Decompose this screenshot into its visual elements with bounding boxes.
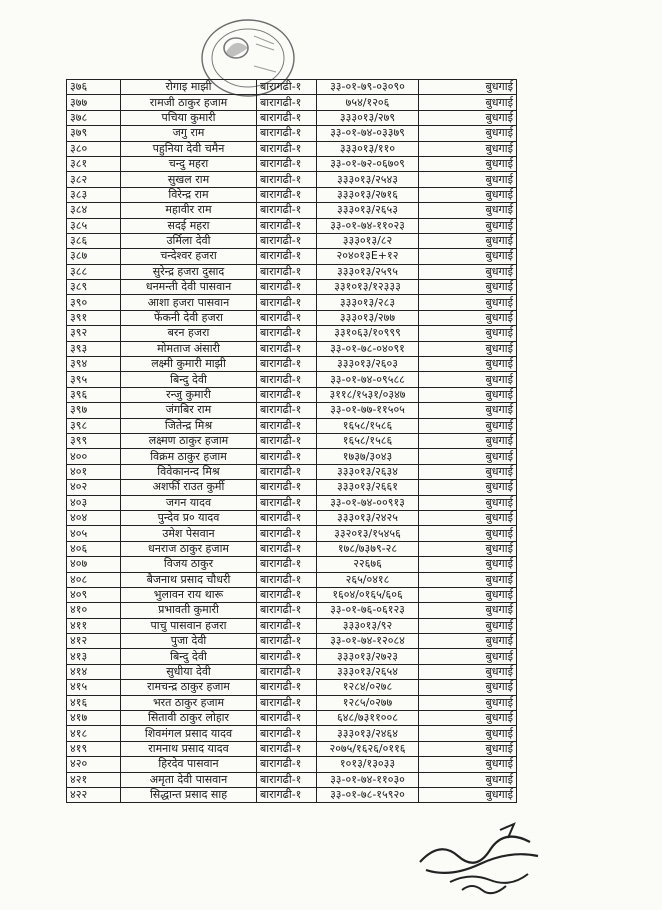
address-cell: बारागढी-१ [257,310,317,325]
address-cell: बारागढी-१ [257,480,317,495]
id-number-cell: ३३-०१-७९-०३०९० [317,80,419,95]
place-cell: बुधगाई [419,95,517,110]
table-row [67,126,517,141]
place-cell: बुधगाई [419,280,517,295]
id-number-cell: ३३-०१-७४-१२०८४ [317,634,419,649]
address-cell: बारागढी-१ [257,264,317,279]
name-cell: आशा हजरा पासवान [121,295,257,310]
place-cell: बुधगाई [419,618,517,633]
place-cell: बुधगाई [419,403,517,418]
serial-cell: ३८५ [67,218,121,233]
name-cell: धनमन्ती देवी पासवान [121,280,257,295]
name-cell: पुजा देवी [121,634,257,649]
place-cell: बुधगाई [419,218,517,233]
id-number-cell: ३३२०१३/१५४५६ [317,526,419,541]
name-cell: रामनाथ प्रसाद यादव [121,741,257,756]
id-number-cell: ३३३०१३/२७७ [317,310,419,325]
id-number-cell: १६५८/१५८६ [317,433,419,448]
table-row [67,433,517,448]
table-row [67,464,517,479]
table-row [67,772,517,787]
table-row [67,557,517,572]
place-cell: बुधगाई [419,141,517,156]
table-row [67,203,517,218]
address-cell: बारागढी-१ [257,634,317,649]
name-cell: भरत ठाकुर हजाम [121,695,257,710]
place-cell: बुधगाई [419,572,517,587]
id-number-cell: ३३३०१३/२७९ [317,110,419,125]
address-cell: बारागढी-१ [257,557,317,572]
id-number-cell: २६५/०४१८ [317,572,419,587]
serial-cell: ४१६ [67,695,121,710]
serial-cell: ४०० [67,449,121,464]
serial-cell: ४१० [67,603,121,618]
address-cell: बारागढी-१ [257,572,317,587]
place-cell: बुधगाई [419,326,517,341]
place-cell: बुधगाई [419,203,517,218]
address-cell: बारागढी-१ [257,233,317,248]
table-row [67,526,517,541]
id-number-cell: ७५४/१२०६ [317,95,419,110]
id-number-cell: २२६७६ [317,557,419,572]
place-cell: बुधगाई [419,772,517,787]
name-cell: हिरदेव पासवान [121,757,257,772]
place-cell: बुधगाई [419,295,517,310]
name-cell: पचिया कुमारी [121,110,257,125]
serial-cell: ३९४ [67,357,121,372]
address-cell: बारागढी-१ [257,587,317,602]
id-number-cell: ३३-०१-७२-०६७०९ [317,156,419,171]
address-cell: बारागढी-१ [257,603,317,618]
table-row [67,110,517,125]
address-cell: बारागढी-१ [257,403,317,418]
serial-cell: ३९५ [67,372,121,387]
serial-cell: ३८६ [67,233,121,248]
name-cell: उमेश पेसवान [121,526,257,541]
address-cell: बारागढी-१ [257,418,317,433]
address-cell: बारागढी-१ [257,618,317,633]
address-cell: बारागढी-१ [257,433,317,448]
name-cell: अमृता देवी पासवान [121,772,257,787]
name-cell: जगन यादव [121,495,257,510]
id-number-cell: ३३३०१३/२५९५ [317,264,419,279]
address-cell: बारागढी-१ [257,126,317,141]
name-cell: बरन हजरा [121,326,257,341]
table-row [67,280,517,295]
name-cell: विजय ठाकुर [121,557,257,572]
signature-image [410,820,550,900]
address-cell: बारागढी-१ [257,141,317,156]
id-number-cell: १७३७/३०४३ [317,449,419,464]
place-cell: बुधगाई [419,757,517,772]
name-cell: रन्जु कुमारी [121,387,257,402]
table-row [67,357,517,372]
address-cell: बारागढी-१ [257,372,317,387]
id-number-cell: १२८४/०२७८ [317,680,419,695]
serial-cell: ४०३ [67,495,121,510]
address-cell: बारागढी-१ [257,95,317,110]
table-row [67,418,517,433]
table-row [67,649,517,664]
serial-cell: ३७६ [67,80,121,95]
serial-cell: ४०४ [67,510,121,525]
table-row [67,295,517,310]
table-row [67,341,517,356]
address-cell: बारागढी-१ [257,757,317,772]
table-row [67,480,517,495]
serial-cell: ४०८ [67,572,121,587]
place-cell: बुधगाई [419,495,517,510]
table-body [67,80,517,803]
serial-cell: ४१५ [67,680,121,695]
address-cell: बारागढी-१ [257,541,317,556]
id-number-cell: ३३३०१३/२४२५ [317,510,419,525]
table-row [67,634,517,649]
id-number-cell: ३३३०१३/९२ [317,618,419,633]
name-cell: महावीर राम [121,203,257,218]
address-cell: बारागढी-१ [257,295,317,310]
name-cell: सुरेन्द्र हजरा दुसाद [121,264,257,279]
name-cell: शिवमंगल प्रसाद यादव [121,726,257,741]
place-cell: बुधगाई [419,587,517,602]
address-cell: बारागढी-१ [257,726,317,741]
serial-cell: ४११ [67,618,121,633]
place-cell: बुधगाई [419,156,517,171]
table-row [67,787,517,802]
place-cell: बुधगाई [419,649,517,664]
name-cell: जगु राम [121,126,257,141]
table-row [67,233,517,248]
place-cell: बुधगाई [419,480,517,495]
id-number-cell: ३३३०१३/२६५३ [317,203,419,218]
name-cell: विवेकानन्द मिश्र [121,464,257,479]
table-row [67,387,517,402]
place-cell: बुधगाई [419,541,517,556]
table-row [67,711,517,726]
address-cell: बारागढी-१ [257,218,317,233]
address-cell: बारागढी-१ [257,203,317,218]
place-cell: बुधगाई [419,264,517,279]
table-row [67,218,517,233]
name-cell: अशर्फी राउत कुर्मी [121,480,257,495]
address-cell: बारागढी-१ [257,510,317,525]
serial-cell: ४१२ [67,634,121,649]
id-number-cell: ३३३०१३/२५४३ [317,172,419,187]
name-cell: प्रभावती कुमारी [121,603,257,618]
serial-cell: ३८१ [67,156,121,171]
serial-cell: ४१८ [67,726,121,741]
name-cell: लक्ष्मण ठाकुर हजाम [121,433,257,448]
table-row [67,156,517,171]
serial-cell: ४२१ [67,772,121,787]
id-number-cell: ३३३०१३/२४६४ [317,726,419,741]
table-row [67,618,517,633]
serial-cell: ३७८ [67,110,121,125]
name-cell: बिन्दु देवी [121,372,257,387]
serial-cell: ३८८ [67,264,121,279]
serial-cell: ४०६ [67,541,121,556]
address-cell: बारागढी-१ [257,680,317,695]
id-number-cell: ३३३०१३/२७२३ [317,649,419,664]
serial-cell: ३९३ [67,341,121,356]
place-cell: बुधगाई [419,726,517,741]
serial-cell: ३८७ [67,249,121,264]
serial-cell: ४०१ [67,464,121,479]
place-cell: बुधगाई [419,80,517,95]
place-cell: बुधगाई [419,603,517,618]
address-cell: बारागढी-१ [257,156,317,171]
serial-cell: ३७९ [67,126,121,141]
id-number-cell: १६०४/०१६५/६०६ [317,587,419,602]
table-row [67,495,517,510]
table-row [67,757,517,772]
serial-cell: ४२० [67,757,121,772]
serial-cell: ३७७ [67,95,121,110]
id-number-cell: १६५८/१५८६ [317,418,419,433]
table-row [67,695,517,710]
address-cell: बारागढी-१ [257,787,317,802]
place-cell: बुधगाई [419,110,517,125]
name-cell: पाचु पासवान हजरा [121,618,257,633]
table-row [67,541,517,556]
name-cell: विरेन्द्र राम [121,187,257,202]
place-cell: बुधगाई [419,510,517,525]
name-cell: भुलावन राय थारू [121,587,257,602]
id-number-cell: ३३१०६३/१०९९९ [317,326,419,341]
id-number-cell: ३३३०१३/२६६१ [317,480,419,495]
name-cell: रामजी ठाकुर हजाम [121,95,257,110]
place-cell: बुधगाई [419,557,517,572]
place-cell: बुधगाई [419,695,517,710]
serial-cell: ४०२ [67,480,121,495]
table-row [67,264,517,279]
beneficiary-table [66,79,517,803]
id-number-cell: ३३-०१-७४-११०२३ [317,218,419,233]
id-number-cell: ३११८/१५३१/०३४७ [317,387,419,402]
place-cell: बुधगाई [419,664,517,679]
name-cell: जंगबिर राम [121,403,257,418]
serial-cell: ३९७ [67,403,121,418]
serial-cell: ३९० [67,295,121,310]
id-number-cell: २०४०१३E+१२ [317,249,419,264]
id-number-cell: १०१३/१३०३३ [317,757,419,772]
name-cell: पहुनिया देवी चमैन [121,141,257,156]
table-row [67,403,517,418]
id-number-cell: ३३३०१३/२७१६ [317,187,419,202]
serial-cell: ३९२ [67,326,121,341]
table-row [67,141,517,156]
name-cell: लक्ष्मी कुमारी माझी [121,357,257,372]
address-cell: बारागढी-१ [257,711,317,726]
address-cell: बारागढी-१ [257,80,317,95]
place-cell: बुधगाई [419,741,517,756]
place-cell: बुधगाई [419,526,517,541]
place-cell: बुधगाई [419,126,517,141]
name-cell: सदई महरा [121,218,257,233]
serial-cell: ४१४ [67,664,121,679]
table-row [67,249,517,264]
address-cell: बारागढी-१ [257,772,317,787]
table-row [67,80,517,95]
id-number-cell: ३३-०१-७६-०६१२३ [317,603,419,618]
address-cell: बारागढी-१ [257,495,317,510]
name-cell: बिन्दु देवी [121,649,257,664]
name-cell: सिद्धान्त प्रसाद साह [121,787,257,802]
serial-cell: ४१३ [67,649,121,664]
table-row [67,510,517,525]
address-cell: बारागढी-१ [257,449,317,464]
id-number-cell: ३३-०१-७४-०३३७९ [317,126,419,141]
address-cell: बारागढी-१ [257,249,317,264]
id-number-cell: २०७५/१६२६/०११६ [317,741,419,756]
name-cell: विक्रम ठाकुर हजाम [121,449,257,464]
place-cell: बुधगाई [419,187,517,202]
table-row [67,326,517,341]
address-cell: बारागढी-१ [257,280,317,295]
serial-cell: ४०७ [67,557,121,572]
place-cell: बुधगाई [419,449,517,464]
id-number-cell: १७८/७३७९-२८ [317,541,419,556]
place-cell: बुधगाई [419,233,517,248]
name-cell: रोगाइ माझी [121,80,257,95]
serial-cell: ४२२ [67,787,121,802]
id-number-cell: ३३-०१-७८-०४०९१ [317,341,419,356]
id-number-cell: ३३३०१३/२६३४ [317,464,419,479]
table-row [67,680,517,695]
place-cell: बुधगाई [419,341,517,356]
id-number-cell: ३३३०१३/२६०३ [317,357,419,372]
place-cell: बुधगाई [419,433,517,448]
id-number-cell: ३३-०१-७४-११०३० [317,772,419,787]
address-cell: बारागढी-१ [257,357,317,372]
table-row [67,726,517,741]
place-cell: बुधगाई [419,387,517,402]
address-cell: बारागढी-१ [257,741,317,756]
serial-cell: ३९६ [67,387,121,402]
place-cell: बुधगाई [419,310,517,325]
serial-cell: ३८४ [67,203,121,218]
address-cell: बारागढी-१ [257,387,317,402]
serial-cell: ३९९ [67,433,121,448]
address-cell: बारागढी-१ [257,649,317,664]
address-cell: बारागढी-१ [257,341,317,356]
serial-cell: ३९८ [67,418,121,433]
address-cell: बारागढी-१ [257,172,317,187]
table-row [67,449,517,464]
name-cell: चन्दु महरा [121,156,257,171]
name-cell: सुधीया देवी [121,664,257,679]
serial-cell: ४०९ [67,587,121,602]
id-number-cell: ३३-०१-७४-००९१३ [317,495,419,510]
id-number-cell: ३३३०१३/८२ [317,233,419,248]
name-cell: मोमताज अंसारी [121,341,257,356]
serial-cell: ४१९ [67,741,121,756]
id-number-cell: ३३१०१३/१२३३३ [317,280,419,295]
id-number-cell: ३३३०१३/११० [317,141,419,156]
serial-cell: ३८० [67,141,121,156]
id-number-cell: ३३३०१३/२८३ [317,295,419,310]
table-row [67,603,517,618]
address-cell: बारागढी-१ [257,326,317,341]
place-cell: बुधगाई [419,372,517,387]
id-number-cell: ३३-०१-७७-११५०५ [317,403,419,418]
place-cell: बुधगाई [419,172,517,187]
serial-cell: ३९१ [67,310,121,325]
id-number-cell: ३३-०१-७४-०९५८८ [317,372,419,387]
table-row [67,187,517,202]
id-number-cell: ३३-०१-७८-१५९२० [317,787,419,802]
serial-cell: ४०५ [67,526,121,541]
place-cell: बुधगाई [419,711,517,726]
id-number-cell: १२८५/०२७७ [317,695,419,710]
place-cell: बुधगाई [419,464,517,479]
id-number-cell: ६४८/७३११००८ [317,711,419,726]
serial-cell: ३८२ [67,172,121,187]
table-row [67,741,517,756]
place-cell: बुधगाई [419,680,517,695]
name-cell: सुखल राम [121,172,257,187]
table-row [67,664,517,679]
name-cell: चन्देश्वर हजरा [121,249,257,264]
table-row [67,172,517,187]
address-cell: बारागढी-१ [257,664,317,679]
name-cell: सितावी ठाकुर लोहार [121,711,257,726]
name-cell: फेंकनी देवी हजरा [121,310,257,325]
name-cell: रामचन्द्र ठाकुर हजाम [121,680,257,695]
table-row [67,310,517,325]
serial-cell: ३८३ [67,187,121,202]
address-cell: बारागढी-१ [257,695,317,710]
address-cell: बारागढी-१ [257,464,317,479]
table-row [67,587,517,602]
address-cell: बारागढी-१ [257,526,317,541]
place-cell: बुधगाई [419,634,517,649]
table-row [67,95,517,110]
serial-cell: ३८९ [67,280,121,295]
table-row [67,372,517,387]
table-row [67,572,517,587]
place-cell: बुधगाई [419,357,517,372]
place-cell: बुधगाई [419,787,517,802]
name-cell: जितेन्द्र मिश्र [121,418,257,433]
name-cell: उर्मिला देवी [121,233,257,248]
id-number-cell: ३३३०१३/२६५४ [317,664,419,679]
place-cell: बुधगाई [419,418,517,433]
address-cell: बारागढी-१ [257,110,317,125]
serial-cell: ४१७ [67,711,121,726]
address-cell: बारागढी-१ [257,187,317,202]
name-cell: बैजनाथ प्रसाद चौधरी [121,572,257,587]
name-cell: पुन्देव प्र० यादव [121,510,257,525]
name-cell: धनराज ठाकुर हजाम [121,541,257,556]
place-cell: बुधगाई [419,249,517,264]
